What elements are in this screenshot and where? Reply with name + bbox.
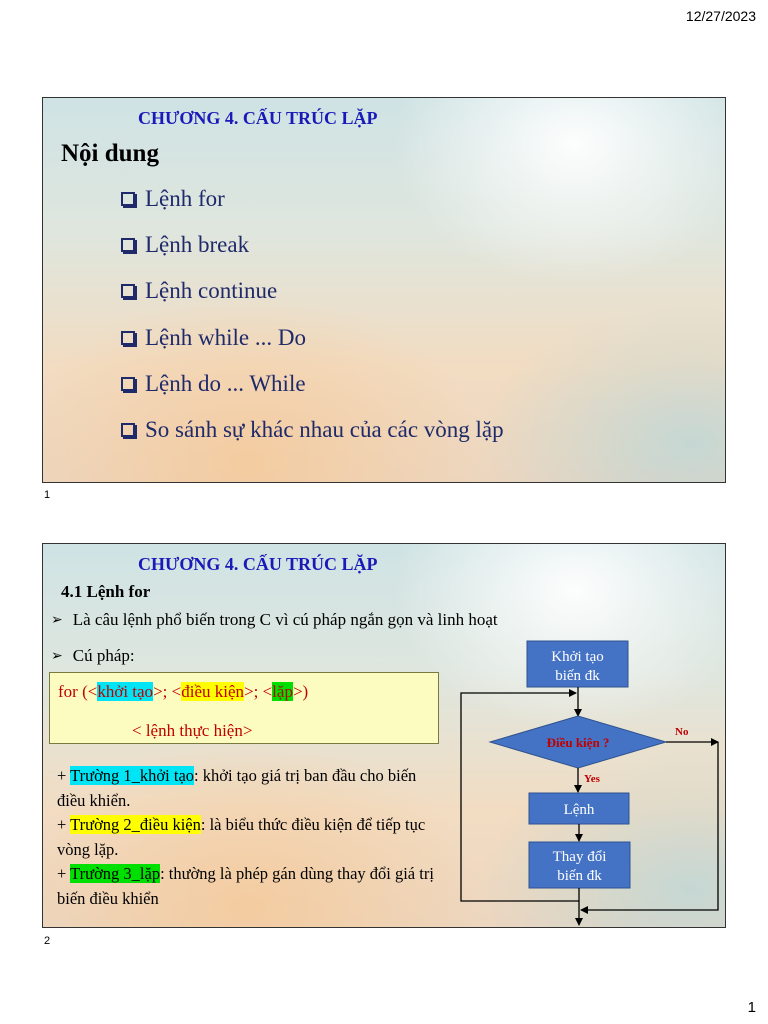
topic-item-continue: Lệnh continue xyxy=(121,278,504,324)
chapter-title: CHƯƠNG 4. CẤU TRÚC LẶP xyxy=(138,554,378,574)
topic-item-while-do: Lệnh while ... Do xyxy=(121,325,504,371)
slide-number-1: 1 xyxy=(44,489,51,501)
field-3: + Trường 3_lặp: thường là phép gán dùng thay đổi giá trị biến điều khiển xyxy=(57,864,434,908)
flow-yes-label: Yes xyxy=(584,773,600,785)
topic-item-for: Lệnh for xyxy=(121,186,504,232)
flow-init-text-2: biến đk xyxy=(555,668,600,684)
checkbox-bullet-icon xyxy=(121,423,135,437)
syntax-condition: điều kiện xyxy=(181,682,245,701)
syntax-loop: lặp xyxy=(272,682,293,701)
bullet-syntax: ➢ Cú pháp: xyxy=(51,646,135,665)
chapter-title: CHƯƠNG 4. CẤU TRÚC LẶP xyxy=(138,108,378,128)
syntax-body-line: < lệnh thực hiện> xyxy=(132,721,253,740)
topic-list xyxy=(121,186,504,463)
checkbox-bullet-icon xyxy=(121,377,135,391)
content-heading: Nội dung xyxy=(61,140,159,167)
checkbox-bullet-icon xyxy=(121,331,135,345)
topic-item-break: Lệnh break xyxy=(121,232,504,278)
bullet-description: ➢ Là câu lệnh phổ biến trong C vì cú pháp ngắn gọn và linh hoạt xyxy=(51,610,498,629)
slide-number-2: 2 xyxy=(44,935,51,947)
topic-item-do-while: Lệnh do ... While xyxy=(121,371,504,417)
flow-update-text-2: biến đk xyxy=(557,868,602,884)
field-2: + Trường 2_điều kiện: là biểu thức điều kiện để tiếp tục vòng lặp. xyxy=(57,815,426,859)
syntax-init: khởi tạo xyxy=(97,682,154,701)
checkbox-bullet-icon xyxy=(121,238,135,252)
checkbox-bullet-icon xyxy=(121,284,135,298)
section-title: 4.1 Lệnh for xyxy=(61,582,151,601)
arrow-bullet-icon: ➢ xyxy=(51,612,63,628)
header-date: 12/27/2023 xyxy=(685,8,756,24)
flow-update-text-1: Thay đổi xyxy=(552,849,607,865)
syntax-for-line: for (<khởi tạo>; <điều kiện>; <lặp>) xyxy=(58,682,309,701)
slide-1 xyxy=(42,97,726,483)
flow-condition-text: Điều kiện ? xyxy=(546,735,610,750)
arrow-bullet-icon: ➢ xyxy=(51,648,63,664)
for-loop-flowchart xyxy=(43,544,725,927)
flow-statement-text: Lệnh xyxy=(563,802,595,818)
flow-no-label: No xyxy=(675,726,689,738)
checkbox-bullet-icon xyxy=(121,192,135,206)
slide-2 xyxy=(42,543,726,928)
field-1: + Trường 1_khởi tạo: khởi tạo giá trị ban đầu cho biến điều khiển. xyxy=(57,766,417,810)
topic-item-compare: So sánh sự khác nhau của các vòng lặp xyxy=(121,417,504,463)
flow-init-text-1: Khởi tạo xyxy=(551,649,604,665)
page-number: 1 xyxy=(747,999,756,1016)
